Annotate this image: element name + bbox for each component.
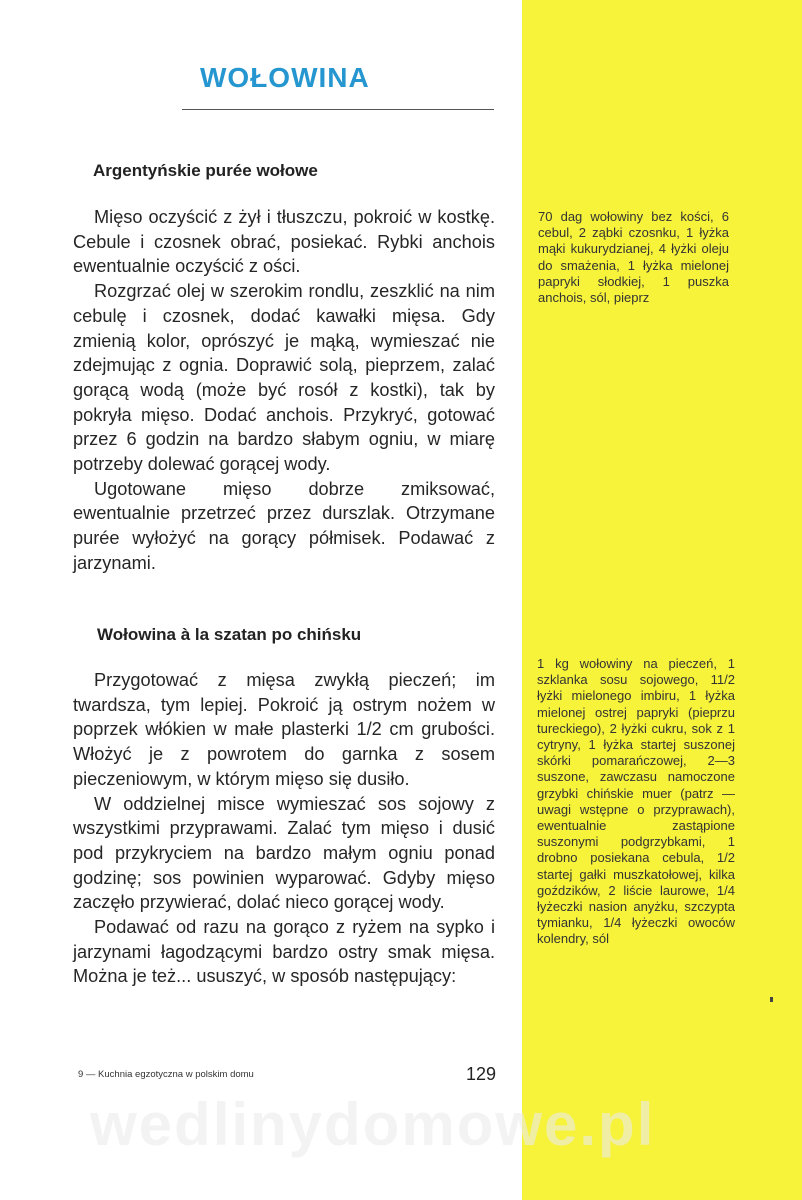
recipe-2-ingredients: 1 kg wołowiny na pieczeń, 1 szklanka sosu sojowego, 11/2 łyżki mielonego imbiru, 1 łyżka mielonej ostrej papryki (pieprzu tureckiego), 2 łyżki cukru, sok z 1 cytryny, 1 łyżka startej suszonej skórki pomarańczowej, 2—3 suszone, zawczasu namoczone grzybki chińskie muer (patrz — uwagi wstępne o przyprawach), ewentualnie zastąpione suszonymi podgrzybkami, 1 drobno posiekana cebula, 1/2 startej gałki muszkatołowej, kilka goździków, 2 liście laurowe, 1/4 łyżeczki nasion anyżku, szczypta tymianku, 1/4 łyżeczki owoców kolendry, sól	[537, 656, 735, 947]
chapter-title: WOŁOWINA	[200, 62, 370, 93]
recipe-2-paragraph: Podawać od razu na gorąco z ryżem na sypko i jarzynami łagodzącymi bardzo ostry smak mięsa. Można je też... ususzyć, w sposób następujący:	[73, 917, 495, 987]
title-divider	[182, 109, 494, 110]
recipe-2-paragraph: W oddzielnej misce wymieszać sos sojowy z wszystkimi przyprawami. Zalać tym mięso i dusić pod przykryciem na bardzo małym ogniu ponad godzinę; sos powinien wyparować. Gdyby mięso zaczęło przywierać, dolać nieco gorącej wody.	[73, 793, 495, 913]
recipe-1-ingredients: 70 dag wołowiny bez kości, 6 cebul, 2 ząbki czosnku, 1 łyżka mąki kukurydzianej, 4 łyżki oleju do smażenia, 1 łyżka mielonej papryki słodkiej, 1 puszka anchois, sól, pieprz	[538, 209, 729, 306]
recipe-2-paragraph: Przygotować z mięsa zwykłą pieczeń; im twardsza, tym lepiej. Pokroić ją ostrym nożem w poprzek włókien w małe plasterki 1/2 cm grubości. Włożyć je z powrotem do garnka z sosem pieczeniowym, w którym mięso się dusiło.	[73, 670, 495, 789]
recipe-1-paragraph: Mięso oczyścić z żył i tłuszczu, pokroić w kostkę. Cebule i czosnek obrać, posiekać. Rybki anchois ewentualnie oczyścić z ości.	[73, 207, 495, 277]
page-number: 129	[466, 1064, 497, 1084]
ingredients-sidebar	[522, 0, 802, 1200]
recipe-2-title: Wołowina à la szatan po chińsku	[97, 625, 362, 644]
recipe-1-title: Argentyńskie purée wołowe	[93, 161, 318, 180]
footer-note: 9 — Kuchnia egzotyczna w polskim domu	[78, 1069, 254, 1080]
print-speck	[770, 997, 773, 1002]
recipe-1-instructions	[73, 205, 495, 576]
recipe-1-paragraph: Rozgrzać olej w szerokim rondlu, zeszklić na nim cebulę i czosnek, dodać kawałki mięsa. Gdy zmienią kolor, oprószyć je mąką, wymieszać nie zdejmując z ognia. Doprawić solą, pieprzem, zalać gorącą wodą (może być rosół z kostki), tak by pokryła mięso. Dodać anchois. Przykryć, gotować przez 6 godzin na bardzo słabym ogniu, w miarę potrzeby dolewać gorącej wody.	[73, 281, 495, 475]
watermark: wedlinydomowe.pl	[90, 1091, 656, 1158]
recipe-2-instructions	[73, 668, 495, 989]
recipe-1-paragraph: Ugotowane mięso dobrze zmiksować, ewentualnie przetrzeć przez durszlak. Otrzymane purée wyłożyć na gorący półmisek. Podawać z jarzynami.	[73, 478, 495, 573]
